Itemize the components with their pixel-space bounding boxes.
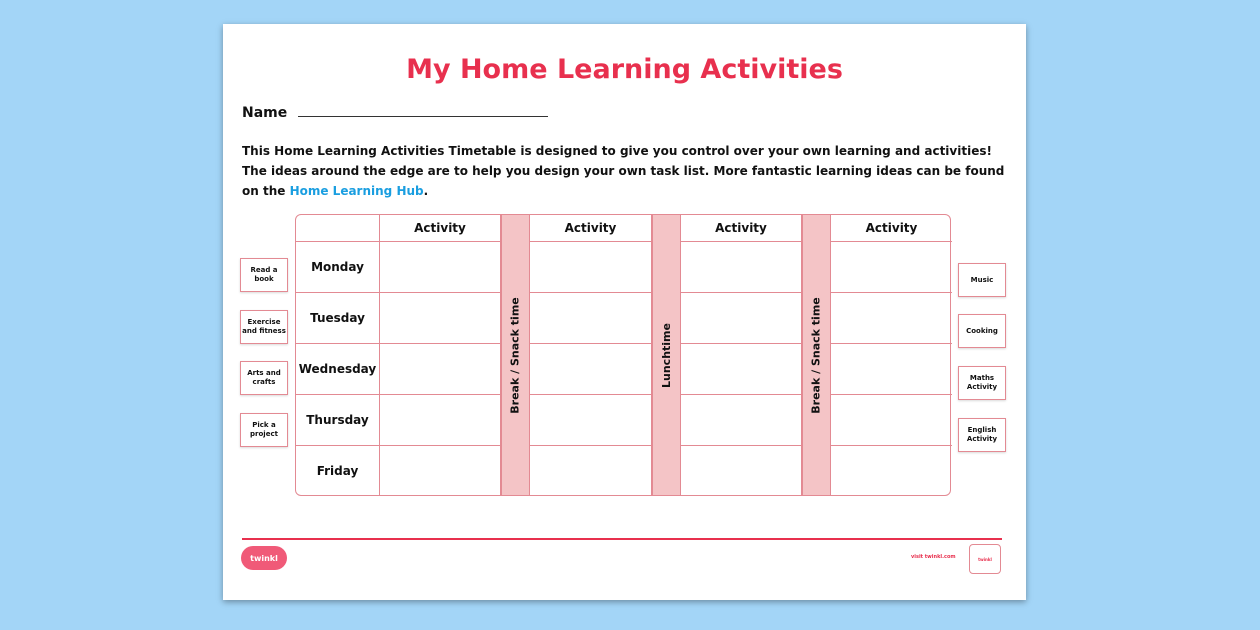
day-label: Friday <box>296 446 380 495</box>
twinkl-badge: twinkl <box>969 544 1001 574</box>
day-label: Wednesday <box>296 344 380 395</box>
day-label: Monday <box>296 242 380 293</box>
idea-box-left: Exercise and fitness <box>240 310 288 344</box>
activity-cell[interactable] <box>681 446 802 495</box>
column-header: Activity <box>681 215 802 242</box>
twinkl-logo: twinkl <box>241 546 287 570</box>
activity-cell[interactable] <box>380 344 501 395</box>
idea-box-left: Arts and crafts <box>240 361 288 395</box>
activity-cell[interactable] <box>530 446 652 495</box>
break-band-label: Break / Snack time <box>810 296 824 414</box>
break-band <box>501 215 530 495</box>
activity-cell[interactable] <box>380 446 501 495</box>
activity-cell[interactable] <box>530 293 652 344</box>
activity-cell[interactable] <box>530 344 652 395</box>
activity-cell[interactable] <box>530 395 652 446</box>
activity-cell[interactable] <box>530 242 652 293</box>
activity-cell[interactable] <box>681 242 802 293</box>
day-label: Thursday <box>296 395 380 446</box>
corner-cell <box>296 215 380 242</box>
activity-cell[interactable] <box>681 395 802 446</box>
activity-cell[interactable] <box>681 344 802 395</box>
break-band-label: Break / Snack time <box>509 296 523 414</box>
activity-cell[interactable] <box>831 446 952 495</box>
intro-text: This Home Learning Activities Timetable is designed to give you control over your own learning and activities! The ideas around the edge are to help you design your own task list. More fantastic learning ideas can be found on the <box>242 144 1005 198</box>
idea-box-left: Pick a project <box>240 413 288 447</box>
home-learning-hub-link[interactable]: Home Learning Hub <box>289 184 424 198</box>
idea-box-right: Music <box>958 263 1006 297</box>
page-title: My Home Learning Activities <box>406 54 843 85</box>
intro-end: . <box>423 184 429 198</box>
day-label: Tuesday <box>296 293 380 344</box>
intro-paragraph <box>242 141 1012 201</box>
activity-cell[interactable] <box>831 395 952 446</box>
activity-cell[interactable] <box>380 395 501 446</box>
lunch-band-label: Lunchtime <box>660 322 674 388</box>
idea-box-right: Maths Activity <box>958 366 1006 400</box>
worksheet <box>223 24 1026 600</box>
column-header: Activity <box>380 215 501 242</box>
name-label: Name <box>242 105 288 121</box>
idea-box-left: Read a book <box>240 258 288 292</box>
column-header: Activity <box>831 215 952 242</box>
break-band <box>802 215 831 495</box>
activity-cell[interactable] <box>380 293 501 344</box>
name-field-line[interactable] <box>298 102 548 117</box>
activity-cell[interactable] <box>681 293 802 344</box>
idea-box-right: English Activity <box>958 418 1006 452</box>
lunch-band <box>652 215 681 495</box>
column-header: Activity <box>530 215 652 242</box>
activity-cell[interactable] <box>380 242 501 293</box>
name-row <box>242 102 548 121</box>
activity-cell[interactable] <box>831 293 952 344</box>
footer-divider <box>242 538 1002 540</box>
activity-cell[interactable] <box>831 242 952 293</box>
idea-box-right: Cooking <box>958 314 1006 348</box>
timetable <box>295 214 951 496</box>
website-text: visit twinkl.com <box>911 554 956 560</box>
activity-cell[interactable] <box>831 344 952 395</box>
